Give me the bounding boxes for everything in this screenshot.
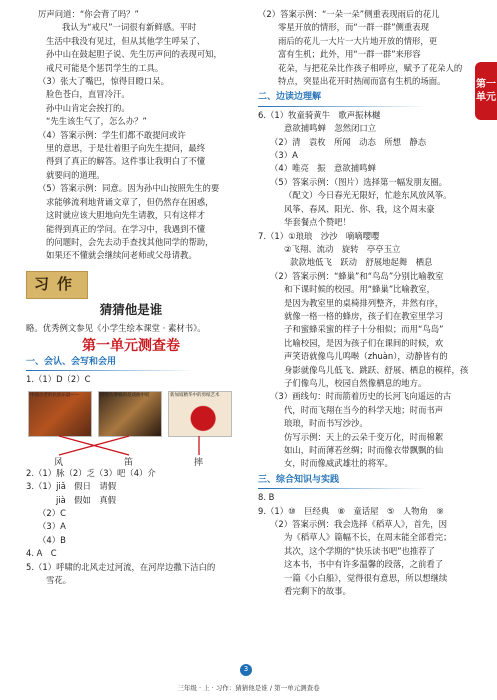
text-line: （2）答案示例：“一朵一朵”侧重表现雨后的花儿 bbox=[258, 9, 440, 19]
section-badge-xizuo: 习作 bbox=[26, 271, 88, 299]
text-line: 是因为教室里的桌椅排列整齐，井然有序， bbox=[284, 297, 444, 308]
text-line: 如果还不懂就会继续问老师或父母请教。 bbox=[46, 250, 197, 261]
label-feng: 风 bbox=[54, 457, 64, 468]
photo-matching-exercise bbox=[26, 391, 236, 467]
text-line: （5）答案示例：同意。因为孙中山按照先生的要 bbox=[38, 183, 220, 194]
text-line: 孙中山在鼓起胆子说、先生厉声问的表现可知， bbox=[46, 49, 222, 60]
photo-papercut bbox=[168, 391, 232, 437]
text-line: 求能够流利地背诵文章了，但仍然存在困惑， bbox=[46, 196, 214, 207]
section-heading: 一、会认、会写和会用 bbox=[26, 356, 236, 371]
unit-tab-line1: 第一 bbox=[476, 79, 496, 90]
text-line: （2）清 袁枚 所闻 动态 所想 静态 bbox=[270, 136, 427, 147]
text-line: 为《稻草人》篇幅不长，在周末能全部看完； bbox=[284, 532, 452, 543]
text-line: （配文）今日春光无限好，忙趁东风放风筝。 bbox=[284, 190, 452, 201]
text-line: 代，时而飞翔在当今的科学天地；时而书声 bbox=[284, 404, 444, 415]
text-line: 富有生机；此外，用“一群一群”来形容 bbox=[278, 49, 421, 60]
text-line: 能得到真正的学问。在学习中，我遇到不懂 bbox=[46, 223, 206, 234]
section-heading: 三、综合知识与实践 bbox=[258, 474, 470, 489]
text-line: 其次，这个学期的“快乐读书吧”也推荐了 bbox=[284, 545, 436, 556]
test-title: 第一单元测查卷 bbox=[82, 337, 180, 354]
section-heading: 二、边读边理解 bbox=[258, 91, 470, 106]
text-line: 华套餐点个赞吧！ bbox=[284, 217, 351, 228]
text-line: （4）答案示例：学生们都不敢提问或许 bbox=[38, 129, 186, 140]
text-line: （3）A bbox=[38, 521, 66, 532]
text-line: 女，时而像威武雄壮的将军。 bbox=[284, 458, 393, 469]
text-line: 孙中山肯定会挨打的。 bbox=[46, 102, 130, 113]
text-line: 5.（1）呼啸的北风走过河流，在河岸边撒下洁白的 bbox=[26, 561, 216, 572]
text-line: 特点，突显出花开时热闹而富有生机的场面。 bbox=[278, 76, 446, 87]
text-line: 我认为“戒尺”一词很有新鲜感。平时 bbox=[62, 22, 197, 33]
text-line: 仿写示例：天上的云朵千变万化，时而棉絮 bbox=[284, 431, 444, 442]
text-line: jià 假如 真假 bbox=[56, 494, 117, 505]
page-footer: 三年级 · 上 · 习作：猜猜他是谁 / 第一单元测查卷 bbox=[177, 684, 320, 692]
text-line: 这本书，书中有许多温馨的段落，之前看了 bbox=[284, 559, 444, 570]
unit-tab bbox=[475, 62, 497, 120]
text-line: 比喻校园，是因为孩子们在课间的时候，欢 bbox=[284, 337, 444, 348]
text-line: （4）唯亮 振 意欲捕鸣蝉 bbox=[270, 163, 376, 174]
essay-title: 猜猜他是谁 bbox=[99, 301, 163, 317]
text-line: 意欲捕鸣蝉 忽然闭口立 bbox=[284, 123, 377, 134]
text-line: （2）答案示例：“蜂巢”和“鸟岛”分别比喻教室 bbox=[270, 270, 444, 281]
text-line: 的问题时，会先去动手查找其他同学的帮助， bbox=[46, 236, 214, 247]
photo-caption: 新加坡精华中的剪纸艺术 bbox=[170, 392, 220, 398]
text-line: 生活中我没有见过，但从其他学生呼呆了、 bbox=[46, 35, 206, 46]
text-line: 7.（1）①琅琅 沙沙 嘀嘀嘤嘤 bbox=[258, 230, 380, 241]
text-line: 琅琅，时而书写沙沙。 bbox=[284, 418, 368, 429]
text-line: 风筝、春风、阳光、你、我，这个周末豪 bbox=[284, 203, 435, 214]
text-line: 雪花。 bbox=[46, 575, 72, 585]
photo-kite bbox=[28, 391, 92, 437]
text-line: 雨后的花儿一大片一大片地开放的情形，更 bbox=[278, 35, 438, 46]
text-line: 子和蜜蜂采蜜的样子十分相似；而用“鸟岛” bbox=[284, 324, 444, 335]
text-line: 如山，时而薄若丝绸；时而像衣带飘飘的仙 bbox=[284, 445, 444, 455]
matching-lines bbox=[26, 435, 236, 457]
text-line: 花朵，与把花朵比作孩子相呼应，赋予了花朵人的 bbox=[278, 62, 463, 73]
unit-tab-line2: 单元 bbox=[476, 92, 496, 103]
text-line: 一篇《小白船》，觉得很有意思，所以想继续 bbox=[284, 572, 448, 583]
text-line: （3）张大了嘴巴，惊得目瞪口呆。 bbox=[38, 76, 169, 87]
text-line: 款款地低飞 跃动 舒展地起舞 栖息 bbox=[290, 257, 433, 268]
text-line: 这时就应该大胆地向先生请教，只有这样才 bbox=[46, 210, 206, 221]
text-line: 和下课时候的校园。用“蜂巢”比喻教室， bbox=[284, 284, 436, 295]
text-line: 1.（1）D（2）C bbox=[26, 374, 91, 385]
text-line: 戒尺可能是个惩罚学生的工具。 bbox=[46, 62, 164, 73]
text-line: （5）答案示例：（图片）选择第一幅发朋友圈。 bbox=[270, 176, 448, 187]
text-line: 就要问的道理。 bbox=[46, 169, 105, 180]
photo-caption: 中国古老的民族乐器—— bbox=[30, 392, 80, 398]
text-line: 就像一格一格的蜂房，孩子们在教室里学习 bbox=[284, 310, 444, 321]
text-line: ②飞翔、流动 旋转 亭亭玉立 bbox=[284, 243, 401, 254]
text-line: 3.（1）jiǎ 假日 请假 bbox=[26, 481, 117, 492]
text-line: （3）画线句：时而箭着历史的长河飞向遥远的古 bbox=[270, 391, 452, 402]
text-line: 里的意思，于是壮着胆子向先生提问，最终 bbox=[46, 143, 206, 154]
text-line: 2.（1）脉（2）乏（3）吧（4）介 bbox=[26, 467, 156, 478]
right-column bbox=[258, 8, 470, 598]
text-line: 声笑语就像鸟儿鸣啭（zhuàn），动静皆有的 bbox=[284, 351, 448, 362]
text-line: 6.（1）牧童骑黄牛 歌声振林樾 bbox=[258, 109, 381, 120]
left-column bbox=[26, 8, 236, 587]
text-line: 4. A C bbox=[26, 548, 57, 559]
text-line: 零星开放的情形，而“一群一群”侧重表现 bbox=[278, 22, 430, 33]
text-line: 看完剩下的故事。 bbox=[284, 586, 351, 597]
text-line: 脸色苍白，直冒冷汗。 bbox=[46, 89, 130, 100]
label-shuai: 摔 bbox=[194, 457, 204, 468]
text-line: 厉声问道：“你会背了吗？” bbox=[38, 9, 139, 19]
text-line: 子们像鸟儿，校园自然像栖息的地方。 bbox=[284, 377, 427, 388]
text-line: “先生该生气了，怎么办？” bbox=[46, 116, 147, 127]
text-line: （2）C bbox=[38, 507, 66, 518]
text-line: （4）B bbox=[38, 534, 66, 545]
text-line: 得到了真正的解答。这件事让我明白了不懂 bbox=[46, 156, 206, 167]
text-line: 身影就像鸟儿低飞、跳跃、舒展、栖息的模样，孩 bbox=[284, 364, 469, 375]
page-number: 3 bbox=[240, 664, 252, 676]
text-line: 9.（1）⑩ 巨经典 ⑧ 童话屋 ⑤ 人物角 ⑨ bbox=[258, 505, 444, 516]
photo-flute bbox=[98, 391, 162, 437]
label-di: 笛 bbox=[124, 457, 134, 468]
text-line: 8. B bbox=[258, 492, 275, 503]
text-line: （2）答案示例：我会选择《稻草人》，首先，因 bbox=[270, 519, 448, 530]
photo-caption: 唐朝人傅毅的是戏曲中较 bbox=[100, 392, 150, 398]
text-line: （3）A bbox=[270, 150, 298, 161]
essay-note: 略。优秀例文参见《小学生绘本课堂 · 素材书》。 bbox=[26, 323, 206, 334]
